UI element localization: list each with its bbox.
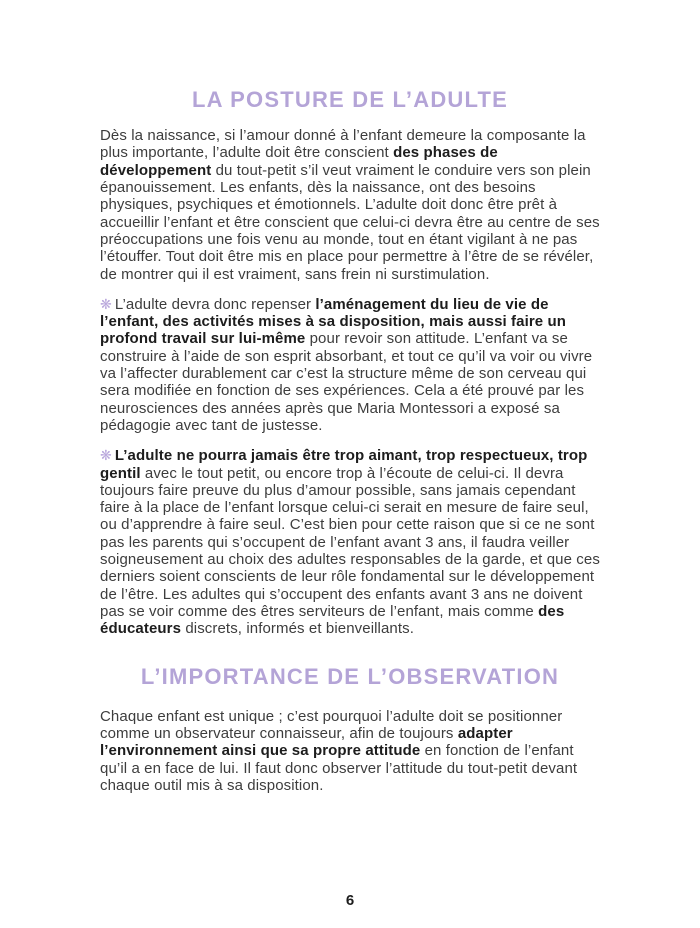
paragraph-amenagement bbox=[100, 296, 600, 434]
paragraph-intro-naissance bbox=[100, 127, 600, 283]
flower-bullet-icon: ❋ bbox=[100, 447, 112, 464]
text-run: Dès la naissance, si l’amour donné à l’enfant demeure la composante la plus importante, l’adulte doit être conscient bbox=[100, 127, 586, 162]
text-run: en fonction de l’enfant qu’il a en face de lui. Il faut donc observer l’attitude du tout-petit devant chaque outil mis à sa disposition. bbox=[100, 742, 578, 794]
paragraph-text bbox=[100, 447, 600, 637]
text-run: du tout-petit s’il veut vraiment le conduire vers son plein épanouissement. Les enfants, dès la naissance, ont des besoins physiques, psychiques et émotionnels. L’adulte doit donc être prêt à accueillir l’enfant et être conscient que celui-ci devra être au centre de ses préoccupations une fois venu au monde, tout en étant vigilant à ne pas l’étouffer. Tout doit être mis en place pour permettre à l’être de se révéler, de montrer qui il est vraiment, sans frein ni surstimulation. bbox=[100, 161, 600, 283]
bold-text-run: l’aménagement du lieu de vie de l’enfant, des activités mises à sa disposition, mais aussi faire un profond travail sur lui-même bbox=[100, 295, 567, 348]
text-column bbox=[100, 0, 600, 794]
bold-text-run: adapter l’environnement ainsi que sa propre attitude bbox=[100, 724, 513, 760]
text-run: L’adulte devra donc repenser bbox=[114, 295, 316, 313]
paragraph-text bbox=[100, 127, 600, 282]
section-heading-posture-adulte: LA POSTURE DE L’ADULTE bbox=[191, 87, 509, 112]
bold-text-run: L’adulte ne pourra jamais être trop aimant, trop respectueux, trop gentil bbox=[100, 447, 588, 482]
bold-text-run: des éducateurs bbox=[100, 602, 565, 638]
bold-text-run: des phases de développement bbox=[100, 144, 498, 179]
paragraph-adulte-aimant bbox=[100, 447, 600, 637]
page-number: 6 bbox=[345, 892, 355, 909]
text-run: discrets, informés et bienveillants. bbox=[181, 620, 415, 638]
flower-bullet-icon: ❋ bbox=[100, 295, 112, 312]
section-heading-importance-observation: L’IMPORTANCE DE L’OBSERVATION bbox=[140, 663, 560, 689]
text-run: pour revoir son attitude. L’enfant va se construire à l’aide de son esprit absorbant, et tout ce qu’il va voir ou vivre va l’affecter durablement car c’est la structure même de son cerveau qui sera modifiée en fonction de ses expériences. Cela a été prouvé par les neurosciences des années après que Maria Montessori a exposé sa pédagogie avec tant de justesse. bbox=[100, 330, 593, 434]
paragraph-chaque-enfant bbox=[100, 708, 600, 794]
text-run: avec le tout petit, ou encore trop à l’écoute de celui-ci. Il devra toujours faire preuve du plus d’amour possible, sans jamais cependant faire à la place de l’enfant lorsque celui-ci serait en mesure de faire seul, ou d’apprendre à faire seul. C’est bien pour cette raison que si ce ne sont pas les parents qui s’occupent de l’enfant avant 3 ans, il faudra veiller soigneusement au choix des adultes responsables de la garde, et que ces derniers soient conscients de leur rôle fondamental sur le développement de l’être. Les adultes qui s’occupent des enfants avant 3 ans ne doivent pas se voir comme des êtres serviteurs de l’enfant, mais comme bbox=[100, 464, 600, 620]
paragraph-text bbox=[100, 296, 592, 434]
text-run: Chaque enfant est unique ; c’est pourquoi l’adulte doit se positionner comme un observateur connaisseur, afin de toujours bbox=[100, 707, 563, 742]
paragraph-text bbox=[100, 708, 577, 794]
